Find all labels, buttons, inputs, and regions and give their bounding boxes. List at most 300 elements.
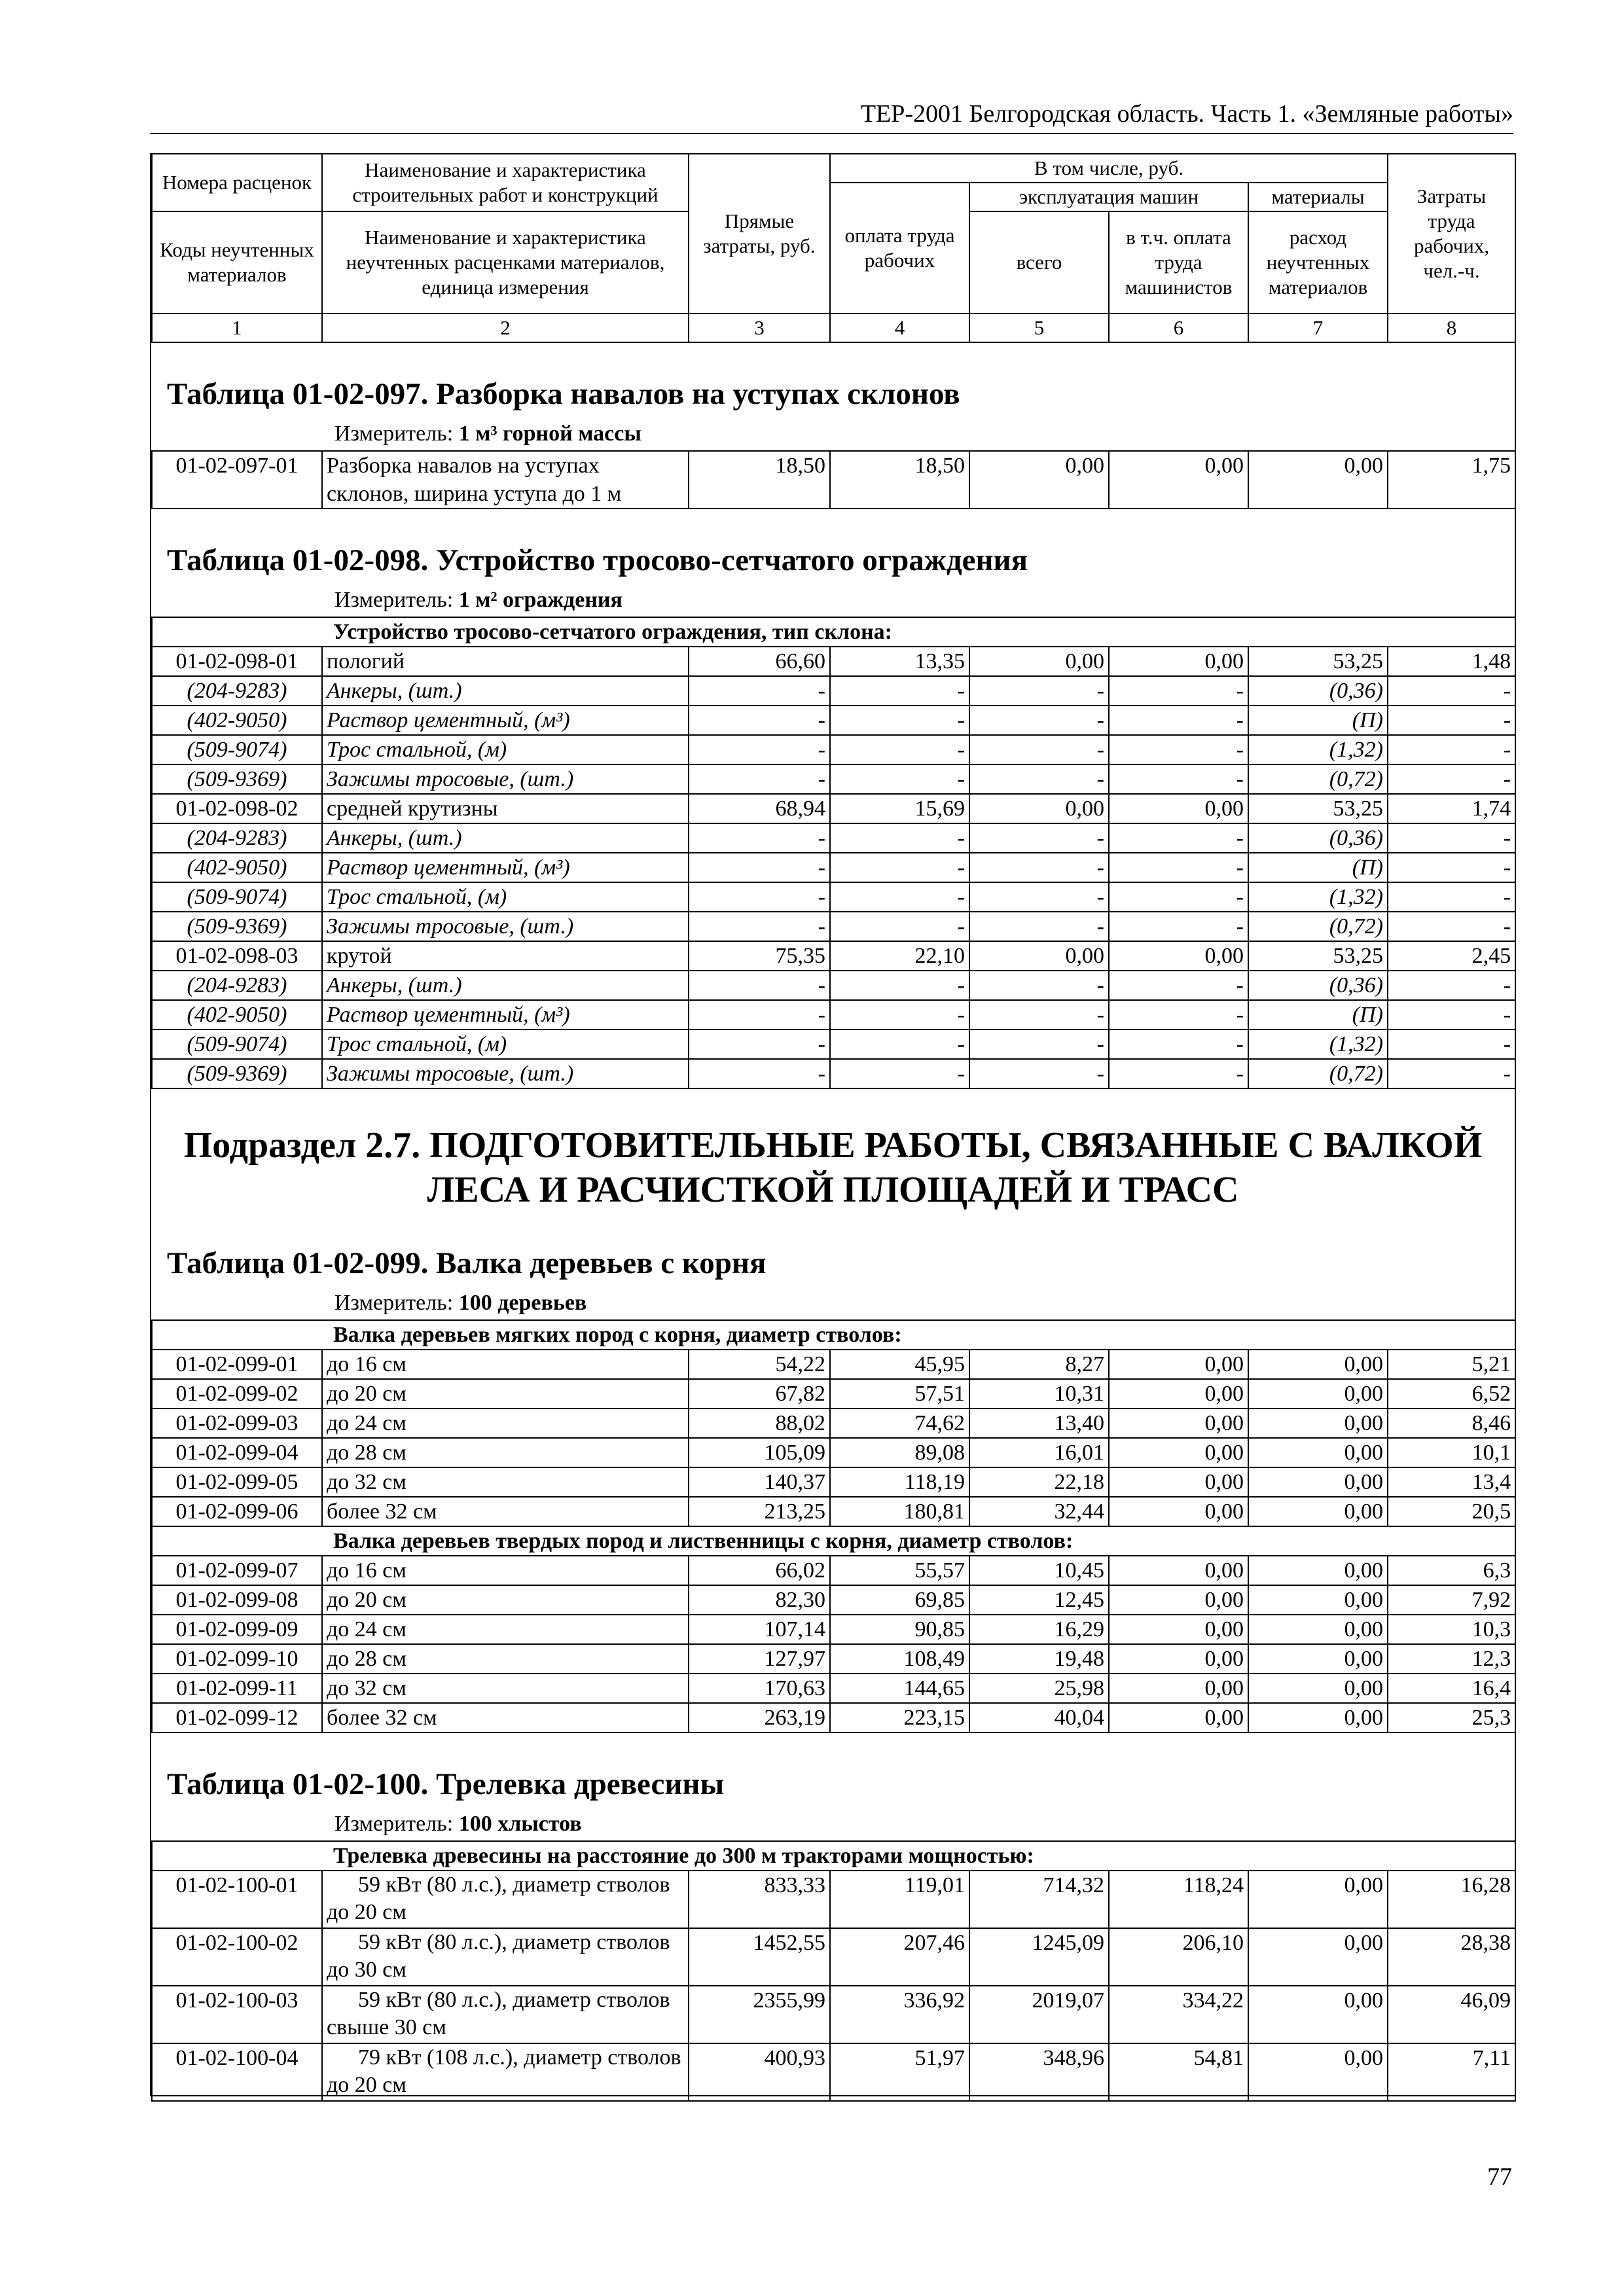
empty-value-dash: -: [1109, 971, 1248, 1000]
material-row: [152, 882, 1515, 912]
rate-name: до 32 см: [322, 1674, 689, 1703]
operator-wages: 0,00: [1109, 941, 1248, 971]
rate-name: до 32 см: [322, 1467, 689, 1497]
empty-value-dash: -: [969, 1030, 1109, 1059]
rate-code: 01-02-100-03: [152, 1986, 322, 2043]
machine-total: 10,31: [969, 1379, 1109, 1408]
operator-wages: 0,00: [1109, 1644, 1248, 1674]
rate-name: до 28 см: [322, 1438, 689, 1467]
material-consumption: (П): [1248, 853, 1388, 882]
material-code: (402-9050): [152, 853, 322, 882]
material-name: Трос стальной, (м): [322, 1030, 689, 1059]
material-consumption: (0,36): [1248, 823, 1388, 853]
machine-total: 714,32: [969, 1871, 1109, 1928]
material-row: [152, 735, 1515, 764]
col-number: 5: [969, 314, 1109, 342]
col-number: 4: [830, 314, 969, 342]
worker-wages: 144,65: [830, 1674, 969, 1703]
rate-code: 01-02-099-09: [152, 1615, 322, 1644]
rate-code: 01-02-098-03: [152, 941, 322, 971]
rate-code: 01-02-099-05: [152, 1467, 322, 1497]
materials: 0,00: [1248, 1556, 1388, 1585]
material-code: (402-9050): [152, 706, 322, 735]
direct-costs: 1452,55: [689, 1928, 830, 1986]
table-098-subheading: Устройство тросово-сетчатого ограждения, тип склона:: [152, 617, 1515, 647]
table-row: [152, 941, 1515, 971]
material-consumption: (0,72): [1248, 912, 1388, 941]
col-number: 3: [689, 314, 830, 342]
empty-value-dash: -: [1388, 1059, 1515, 1088]
table-row: [152, 451, 1515, 509]
table-100-title: Таблица 01-02-100. Трелевка древесины: [167, 1767, 725, 1801]
table-row: [152, 794, 1515, 823]
table-row: [152, 1350, 1515, 1379]
material-consumption: (0,72): [1248, 764, 1388, 794]
material-code: (509-9074): [152, 735, 322, 764]
materials: 0,00: [1248, 1350, 1388, 1379]
empty-value-dash: -: [830, 853, 969, 882]
material-consumption: (П): [1248, 1000, 1388, 1030]
subheading-row: [152, 1841, 1515, 1871]
column-header-table: [151, 153, 1516, 343]
empty-value-dash: -: [1388, 853, 1515, 882]
machine-total: 0,00: [969, 451, 1109, 509]
table-row: [152, 1986, 1515, 2043]
table-099-title: Таблица 01-02-099. Валка деревьев с корня: [167, 1246, 767, 1280]
operator-wages: 0,00: [1109, 1467, 1248, 1497]
empty-value-dash: -: [969, 971, 1109, 1000]
empty-value-dash: -: [1109, 853, 1248, 882]
operator-wages: 0,00: [1109, 1703, 1248, 1732]
machine-total: 0,00: [969, 647, 1109, 676]
worker-wages: 207,46: [830, 1928, 969, 1986]
empty-value-dash: -: [969, 1059, 1109, 1088]
table-097: [151, 450, 1516, 509]
empty-value-dash: -: [830, 971, 969, 1000]
material-name: Раствор цементный, (м³): [322, 1000, 689, 1030]
col-header-material-consumption: расход неучтенных материалов: [1248, 211, 1388, 314]
operator-wages: 0,00: [1109, 1350, 1248, 1379]
materials: 0,00: [1248, 1986, 1388, 2043]
materials: 53,25: [1248, 647, 1388, 676]
labor-hours: 12,3: [1388, 1644, 1515, 1674]
operator-wages: 118,24: [1109, 1871, 1248, 1928]
col-header-work-name: Наименование и характеристика строительных работ и конструкций: [322, 154, 689, 211]
operator-wages: 0,00: [1109, 647, 1248, 676]
empty-value-dash: -: [1109, 1059, 1248, 1088]
direct-costs: 140,37: [689, 1467, 830, 1497]
operator-wages: 0,00: [1109, 1497, 1248, 1526]
material-name: Анкеры, (шт.): [322, 971, 689, 1000]
worker-wages: 69,85: [830, 1585, 969, 1615]
worker-wages: 90,85: [830, 1615, 969, 1644]
operator-wages: 0,00: [1109, 1556, 1248, 1585]
empty-value-dash: -: [830, 735, 969, 764]
direct-costs: 2355,99: [689, 1986, 830, 2043]
empty-value-dash: -: [689, 882, 830, 912]
materials: 0,00: [1248, 1615, 1388, 1644]
table-row: [152, 1674, 1515, 1703]
operator-wages: 0,00: [1109, 1615, 1248, 1644]
machine-total: 10,45: [969, 1556, 1109, 1585]
material-code: (204-9283): [152, 971, 322, 1000]
table-row: [152, 1408, 1515, 1438]
table-098-title: Таблица 01-02-098. Устройство тросово-сетчатого ограждения: [167, 543, 1028, 577]
materials: 0,00: [1248, 2043, 1388, 2101]
rate-name: 79 кВт (108 л.с.), диаметр стволов до 20 см: [322, 2043, 689, 2101]
labor-hours: 5,21: [1388, 1350, 1515, 1379]
empty-value-dash: -: [689, 1030, 830, 1059]
empty-value-dash: -: [830, 823, 969, 853]
running-header: [150, 98, 1513, 134]
rate-name: более 32 см: [322, 1497, 689, 1526]
table-row: [152, 1871, 1515, 1928]
rate-code: 01-02-099-07: [152, 1556, 322, 1585]
worker-wages: 89,08: [830, 1438, 969, 1467]
materials: 0,00: [1248, 1703, 1388, 1732]
machine-total: 25,98: [969, 1674, 1109, 1703]
labor-hours: 13,4: [1388, 1467, 1515, 1497]
labor-hours: 7,11: [1388, 2043, 1515, 2101]
rate-name: до 24 см: [322, 1615, 689, 1644]
materials: 0,00: [1248, 1438, 1388, 1467]
material-name: Раствор цементный, (м³): [322, 706, 689, 735]
direct-costs: 75,35: [689, 941, 830, 971]
direct-costs: 18,50: [689, 451, 830, 509]
col-header-worker-wages: оплата труда рабочих: [830, 183, 969, 314]
material-code: (509-9369): [152, 912, 322, 941]
table-098: [151, 617, 1516, 1089]
direct-costs: 82,30: [689, 1585, 830, 1615]
material-code: (509-9369): [152, 1059, 322, 1088]
worker-wages: 180,81: [830, 1497, 969, 1526]
empty-value-dash: -: [1388, 971, 1515, 1000]
col-header-machine-operation: эксплуатация машин: [969, 183, 1248, 211]
empty-value-dash: -: [1388, 764, 1515, 794]
machine-total: 13,40: [969, 1408, 1109, 1438]
machine-total: 348,96: [969, 2043, 1109, 2101]
direct-costs: 66,02: [689, 1556, 830, 1585]
materials: 0,00: [1248, 1585, 1388, 1615]
material-row: [152, 706, 1515, 735]
rate-code: 01-02-099-11: [152, 1674, 322, 1703]
materials: 0,00: [1248, 1644, 1388, 1674]
direct-costs: 127,97: [689, 1644, 830, 1674]
empty-value-dash: -: [689, 1000, 830, 1030]
col-number: 7: [1248, 314, 1388, 342]
empty-value-dash: -: [1109, 882, 1248, 912]
empty-value-dash: -: [969, 676, 1109, 706]
worker-wages: 18,50: [830, 451, 969, 509]
rate-code: 01-02-099-08: [152, 1585, 322, 1615]
rate-name: крутой: [322, 941, 689, 971]
running-header-title: ТЕР-2001 Белгородская область. Часть 1. «Земляные работы»: [860, 100, 1513, 128]
materials: 0,00: [1248, 1928, 1388, 1986]
rate-code: 01-02-097-01: [152, 451, 322, 509]
labor-hours: 2,45: [1388, 941, 1515, 971]
direct-costs: 68,94: [689, 794, 830, 823]
empty-value-dash: -: [1109, 912, 1248, 941]
direct-costs: 66,60: [689, 647, 830, 676]
worker-wages: 119,01: [830, 1871, 969, 1928]
worker-wages: 15,69: [830, 794, 969, 823]
labor-hours: 25,3: [1388, 1703, 1515, 1732]
machine-total: 1245,09: [969, 1928, 1109, 1986]
operator-wages: 0,00: [1109, 1379, 1248, 1408]
subheading-row: [152, 1526, 1515, 1556]
worker-wages: 22,10: [830, 941, 969, 971]
rate-name: 59 кВт (80 л.с.), диаметр стволов свыше 30 см: [322, 1986, 689, 2043]
empty-value-dash: -: [1109, 706, 1248, 735]
operator-wages: 334,22: [1109, 1986, 1248, 2043]
labor-hours: 1,48: [1388, 647, 1515, 676]
col-header-materials: материалы: [1248, 183, 1388, 211]
empty-value-dash: -: [969, 912, 1109, 941]
table-row: [152, 1556, 1515, 1585]
direct-costs: 400,93: [689, 2043, 830, 2101]
direct-costs: 54,22: [689, 1350, 830, 1379]
rate-code: 01-02-099-12: [152, 1703, 322, 1732]
col-header-operator-wages: в т.ч. оплата труда машинистов: [1109, 211, 1248, 314]
material-row: [152, 1030, 1515, 1059]
col-header-machine-total: всего: [969, 211, 1109, 314]
col-number: 1: [152, 314, 322, 342]
subheading-row: [152, 1320, 1515, 1350]
rate-name: средней крутизны: [322, 794, 689, 823]
table-row: [152, 1703, 1515, 1732]
empty-value-dash: -: [969, 735, 1109, 764]
table-row: [152, 1438, 1515, 1467]
table-100-measure: Измеритель: 100 хлыстов: [334, 1812, 582, 1836]
rate-name: более 32 см: [322, 1703, 689, 1732]
machine-total: 12,45: [969, 1585, 1109, 1615]
empty-value-dash: -: [1388, 912, 1515, 941]
material-name: Зажимы тросовые, (шт.): [322, 912, 689, 941]
material-name: Трос стальной, (м): [322, 735, 689, 764]
materials: 0,00: [1248, 1467, 1388, 1497]
empty-value-dash: -: [830, 676, 969, 706]
section-heading: Подраздел 2.7. ПОДГОТОВИТЕЛЬНЫЕ РАБОТЫ, СВЯЗАННЫЕ С ВАЛКОЙ ЛЕСА И РАСЧИСТКОЙ ПЛОЩАДЕЙ И ТРАСС: [183, 1125, 1483, 1210]
empty-value-dash: -: [1109, 764, 1248, 794]
material-row: [152, 1059, 1515, 1088]
empty-value-dash: -: [830, 706, 969, 735]
material-consumption: (1,32): [1248, 882, 1388, 912]
material-consumption: (0,72): [1248, 1059, 1388, 1088]
direct-costs: 213,25: [689, 1497, 830, 1526]
rate-code: 01-02-100-02: [152, 1928, 322, 1986]
operator-wages: 54,81: [1109, 2043, 1248, 2101]
empty-value-dash: -: [969, 764, 1109, 794]
table-row: [152, 1644, 1515, 1674]
operator-wages: 0,00: [1109, 1438, 1248, 1467]
col-header-including: В том числе, руб.: [830, 154, 1388, 183]
table-099-measure: Измеритель: 100 деревьев: [334, 1291, 587, 1315]
material-row: [152, 912, 1515, 941]
operator-wages: 0,00: [1109, 451, 1248, 509]
direct-costs: 170,63: [689, 1674, 830, 1703]
direct-costs: 105,09: [689, 1438, 830, 1467]
labor-hours: 7,92: [1388, 1585, 1515, 1615]
material-row: [152, 853, 1515, 882]
labor-hours: 16,4: [1388, 1674, 1515, 1703]
table-099: [151, 1319, 1516, 1733]
worker-wages: 108,49: [830, 1644, 969, 1674]
empty-value-dash: -: [830, 764, 969, 794]
col-number: 2: [322, 314, 689, 342]
rate-name: 59 кВт (80 л.с.), диаметр стволов до 20 см: [322, 1871, 689, 1928]
empty-value-dash: -: [1388, 823, 1515, 853]
machine-total: 8,27: [969, 1350, 1109, 1379]
material-row: [152, 823, 1515, 853]
empty-value-dash: -: [689, 823, 830, 853]
empty-value-dash: -: [1109, 823, 1248, 853]
table-row: [152, 1615, 1515, 1644]
machine-total: 32,44: [969, 1497, 1109, 1526]
machine-total: 40,04: [969, 1703, 1109, 1732]
material-name: Трос стальной, (м): [322, 882, 689, 912]
material-code: (509-9074): [152, 882, 322, 912]
empty-value-dash: -: [830, 1000, 969, 1030]
rate-name: до 16 см: [322, 1556, 689, 1585]
empty-value-dash: -: [689, 1059, 830, 1088]
col-header-material-names: Наименование и характеристика неучтенных расценками материалов, единица измерения: [322, 211, 689, 314]
material-row: [152, 676, 1515, 706]
materials: 0,00: [1248, 1408, 1388, 1438]
rate-name: 59 кВт (80 л.с.), диаметр стволов до 30 см: [322, 1928, 689, 1986]
rate-name: до 20 см: [322, 1379, 689, 1408]
empty-value-dash: -: [1109, 1030, 1248, 1059]
materials: 53,25: [1248, 794, 1388, 823]
table-row: [152, 1467, 1515, 1497]
worker-wages: 13,35: [830, 647, 969, 676]
table-row: [152, 1928, 1515, 1986]
operator-wages: 0,00: [1109, 1585, 1248, 1615]
table-100: [151, 1840, 1516, 2102]
empty-value-dash: -: [969, 882, 1109, 912]
price-sheet: [150, 153, 1516, 2096]
materials: 0,00: [1248, 1871, 1388, 1928]
empty-value-dash: -: [1388, 706, 1515, 735]
table-100-subheading: Трелевка древесины на расстояние до 300 м тракторами мощностью:: [152, 1841, 1515, 1871]
material-code: (402-9050): [152, 1000, 322, 1030]
table-097-title: Таблица 01-02-097. Разборка навалов на уступах склонов: [167, 377, 960, 411]
machine-total: 19,48: [969, 1644, 1109, 1674]
worker-wages: 45,95: [830, 1350, 969, 1379]
materials: 0,00: [1248, 1379, 1388, 1408]
empty-value-dash: -: [689, 853, 830, 882]
worker-wages: 57,51: [830, 1379, 969, 1408]
material-name: Анкеры, (шт.): [322, 823, 689, 853]
empty-value-dash: -: [830, 1059, 969, 1088]
table-row: [152, 1497, 1515, 1526]
rate-code: 01-02-099-03: [152, 1408, 322, 1438]
empty-value-dash: -: [689, 735, 830, 764]
rate-name: пологий: [322, 647, 689, 676]
labor-hours: 46,09: [1388, 1986, 1515, 2043]
empty-value-dash: -: [689, 764, 830, 794]
labor-hours: 20,5: [1388, 1497, 1515, 1526]
material-row: [152, 971, 1515, 1000]
rate-code: 01-02-100-04: [152, 2043, 322, 2101]
material-name: Зажимы тросовые, (шт.): [322, 764, 689, 794]
material-consumption: (1,32): [1248, 1030, 1388, 1059]
direct-costs: 107,14: [689, 1615, 830, 1644]
rate-code: 01-02-099-10: [152, 1644, 322, 1674]
empty-value-dash: -: [830, 912, 969, 941]
machine-total: 16,01: [969, 1438, 1109, 1467]
labor-hours: 1,75: [1388, 451, 1515, 509]
rate-name: до 20 см: [322, 1585, 689, 1615]
material-code: (509-9369): [152, 764, 322, 794]
empty-value-dash: -: [689, 706, 830, 735]
table-098-measure: Измеритель: 1 м² ограждения: [334, 588, 623, 612]
machine-total: 2019,07: [969, 1986, 1109, 2043]
machine-total: 0,00: [969, 941, 1109, 971]
material-name: Анкеры, (шт.): [322, 676, 689, 706]
operator-wages: 0,00: [1109, 1408, 1248, 1438]
worker-wages: 51,97: [830, 2043, 969, 2101]
labor-hours: 16,28: [1388, 1871, 1515, 1928]
empty-value-dash: -: [1109, 676, 1248, 706]
worker-wages: 118,19: [830, 1467, 969, 1497]
empty-value-dash: -: [830, 1030, 969, 1059]
table-097-measure: Измеритель: 1 м³ горной массы: [334, 422, 641, 446]
operator-wages: 0,00: [1109, 794, 1248, 823]
col-number: 6: [1109, 314, 1248, 342]
table-099-subheading: Валка деревьев мягких пород с корня, диаметр стволов:: [152, 1320, 1515, 1350]
labor-hours: 10,3: [1388, 1615, 1515, 1644]
page-number: 77: [1487, 2163, 1512, 2191]
rate-code: 01-02-100-01: [152, 1871, 322, 1928]
subheading-row: [152, 617, 1515, 647]
material-row: [152, 764, 1515, 794]
empty-value-dash: -: [969, 823, 1109, 853]
labor-hours: 10,1: [1388, 1438, 1515, 1467]
empty-value-dash: -: [1109, 735, 1248, 764]
empty-value-dash: -: [689, 676, 830, 706]
worker-wages: 55,57: [830, 1556, 969, 1585]
direct-costs: 263,19: [689, 1703, 830, 1732]
material-consumption: (0,36): [1248, 676, 1388, 706]
empty-value-dash: -: [969, 853, 1109, 882]
empty-value-dash: -: [689, 912, 830, 941]
rate-code: 01-02-098-02: [152, 794, 322, 823]
empty-value-dash: -: [1388, 735, 1515, 764]
rate-code: 01-02-099-01: [152, 1350, 322, 1379]
labor-hours: 6,3: [1388, 1556, 1515, 1585]
material-code: (509-9074): [152, 1030, 322, 1059]
materials: 0,00: [1248, 1674, 1388, 1703]
col-header-labor-hours: Затраты труда рабочих, чел.-ч.: [1388, 154, 1515, 314]
materials: 0,00: [1248, 451, 1388, 509]
empty-value-dash: -: [1388, 1000, 1515, 1030]
direct-costs: 833,33: [689, 1871, 830, 1928]
material-consumption: (0,36): [1248, 971, 1388, 1000]
rate-name: до 16 см: [322, 1350, 689, 1379]
col-header-direct-costs: Прямые затраты, руб.: [689, 154, 830, 314]
rate-code: 01-02-099-04: [152, 1438, 322, 1467]
empty-value-dash: -: [1388, 882, 1515, 912]
labor-hours: 6,52: [1388, 1379, 1515, 1408]
empty-value-dash: -: [689, 971, 830, 1000]
material-name: Зажимы тросовые, (шт.): [322, 1059, 689, 1088]
rate-code: 01-02-098-01: [152, 647, 322, 676]
labor-hours: 28,38: [1388, 1928, 1515, 1986]
col-number: 8: [1388, 314, 1515, 342]
machine-total: 22,18: [969, 1467, 1109, 1497]
rate-name: Разборка навалов на уступах склонов, ширина уступа до 1 м: [322, 451, 689, 509]
machine-total: 16,29: [969, 1615, 1109, 1644]
